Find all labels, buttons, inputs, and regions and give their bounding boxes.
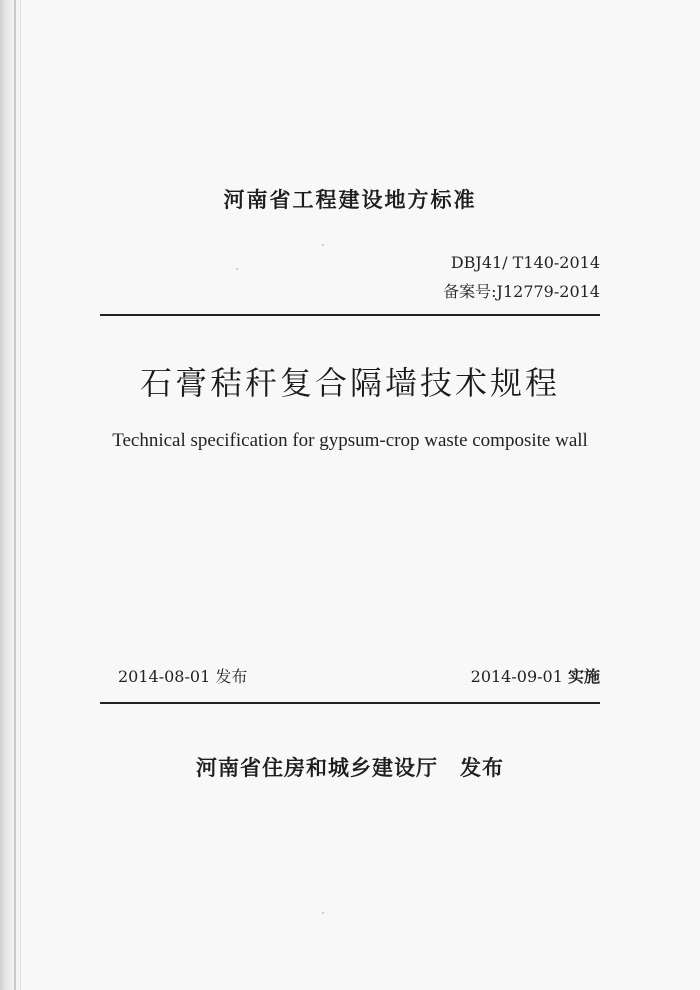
effective-label: 实施	[567, 667, 600, 686]
publisher-line	[0, 752, 700, 782]
scan-speck	[322, 912, 324, 914]
document-title-zh: 石膏秸秆复合隔墙技术规程	[139, 364, 560, 402]
binding-fold-line-secondary	[20, 0, 21, 990]
effective-date: 2014-09-01	[470, 667, 563, 686]
binding-fold-line	[14, 0, 16, 990]
top-divider-rule	[100, 314, 600, 316]
standard-identifier-block	[443, 248, 600, 306]
document-title-en: Technical specification for gypsum-crop waste composite wall	[112, 430, 588, 451]
record-number: 备案号:J12779-2014	[443, 282, 600, 301]
publisher-action: 发布	[460, 756, 504, 780]
scan-speck	[236, 268, 238, 270]
scan-speck	[322, 244, 324, 246]
issue-label: 发布	[215, 667, 248, 686]
issue-date-line	[118, 664, 247, 687]
issue-date: 2014-08-01	[118, 667, 211, 686]
effective-date-line	[471, 664, 600, 687]
bottom-divider-rule	[100, 702, 600, 704]
publisher-name: 河南省住房和城乡建设厅	[196, 756, 438, 780]
binding-edge	[0, 0, 22, 990]
standard-category-heading: 河南省工程建设地方标准	[223, 188, 477, 212]
standard-code: DBJ41/ T140-2014	[450, 253, 600, 272]
